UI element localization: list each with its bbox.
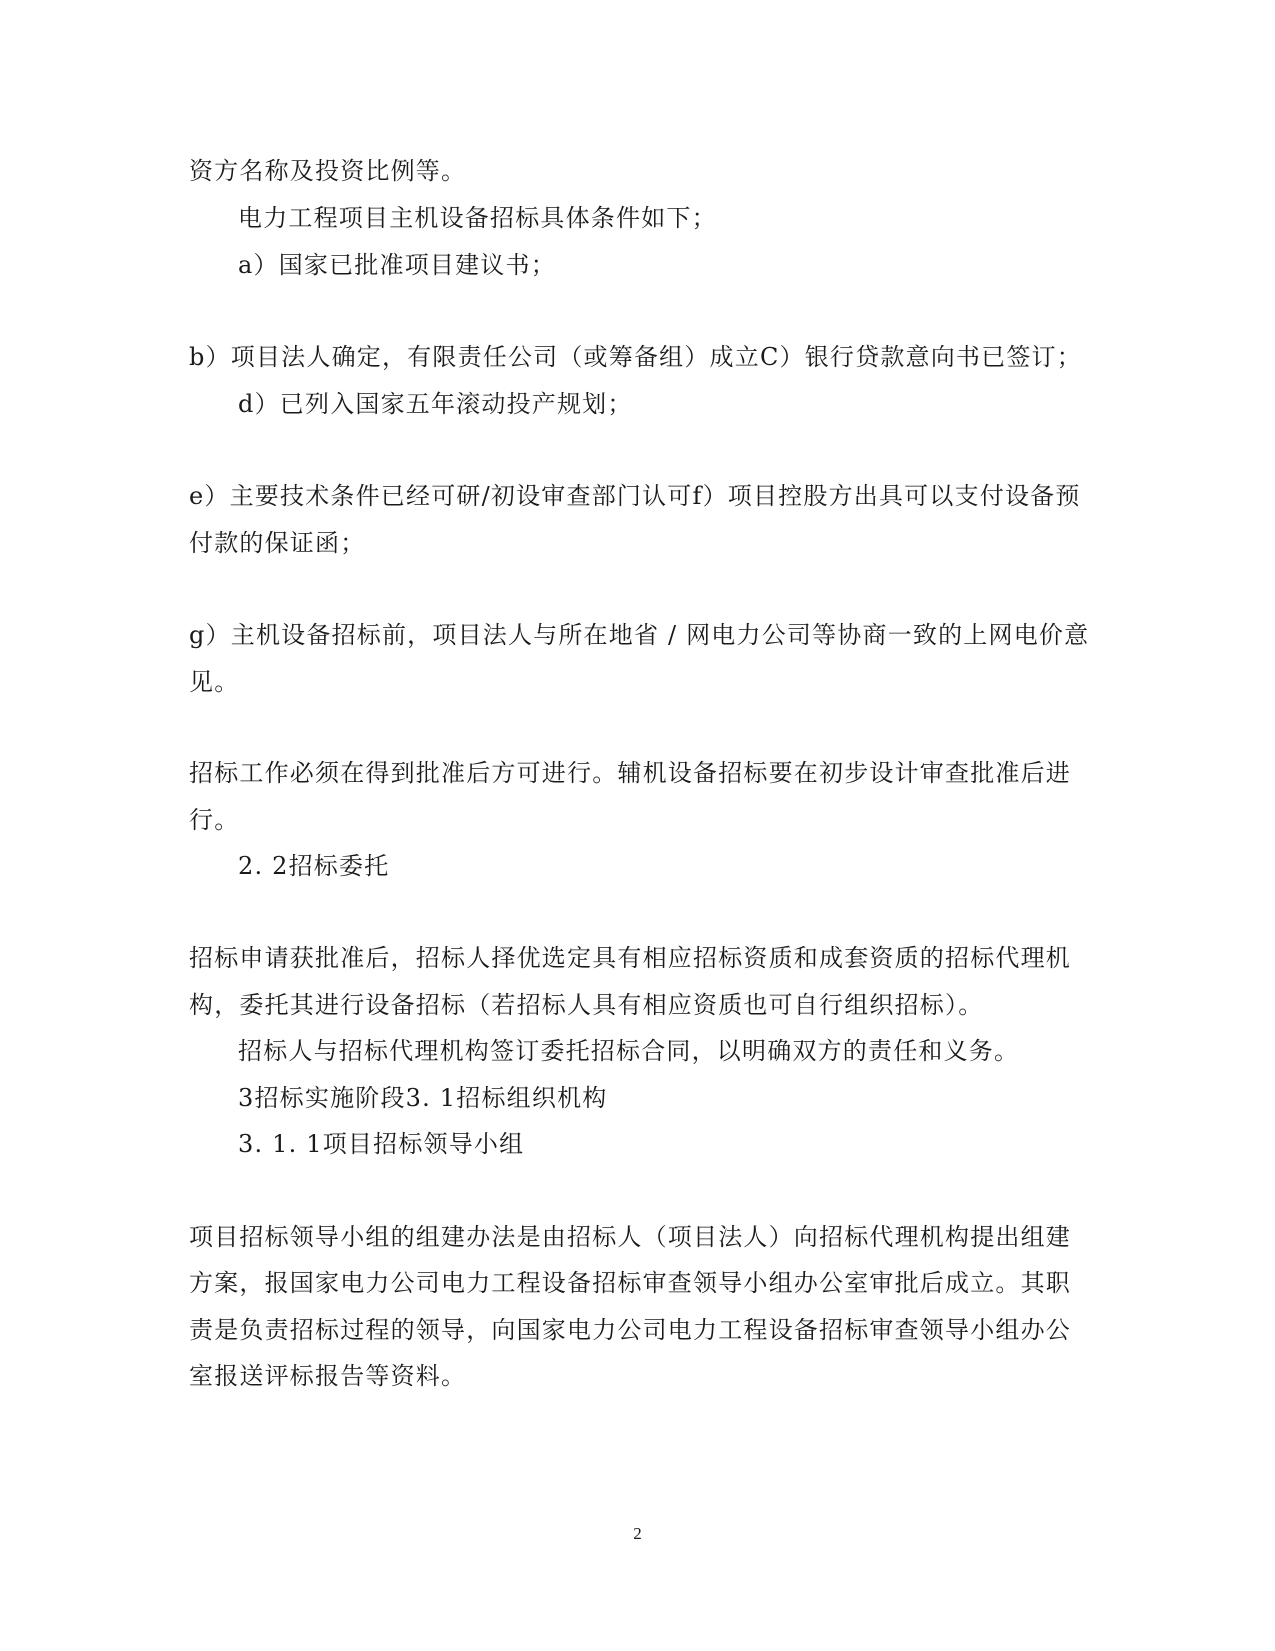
list-item-b-c: b）项目法人确定，有限责任公司（或筹备组）成立C）银行贷款意向书已签订；	[189, 343, 1082, 371]
paragraph-line: 招标申请获批准后，招标人择优选定具有相应招标资质和成套资质的招标代理机	[189, 944, 1071, 972]
list-item-e-f: e）主要技术条件已经可研/初设审查部门认可f）项目控股方出具可以支付设备预	[189, 482, 1081, 510]
paragraph-line: 责是负责招标过程的领导，向国家电力公司电力工程设备招标审查领导小组办公	[189, 1316, 1071, 1344]
text-line: 见。	[189, 668, 240, 696]
section-heading: 3招标实施阶段3. 1招标组织机构	[238, 1084, 608, 1112]
text-line: 电力工程项目主机设备招标具体条件如下；	[238, 204, 717, 232]
list-item-d: d）已列入国家五年滚动投产规划；	[238, 390, 633, 418]
paragraph-line: 行。	[189, 806, 240, 834]
section-heading: 2. 2招标委托	[238, 852, 390, 880]
text-line: 付款的保证函；	[189, 529, 366, 557]
paragraph-line: 室报送评标报告等资料。	[189, 1362, 467, 1390]
paragraph-line: 方案，报国家电力公司电力工程设备招标审查领导小组办公室审批后成立。其职	[189, 1269, 1071, 1297]
page-number: 2	[633, 1524, 642, 1543]
section-heading: 3. 1. 1项目招标领导小组	[238, 1130, 525, 1158]
list-item-a: a）国家已批准项目建议书；	[238, 251, 556, 279]
text-line: 资方名称及投资比例等。	[189, 157, 467, 185]
paragraph-line: 项目招标领导小组的组建办法是由招标人（项目法人）向招标代理机构提出组建	[189, 1223, 1071, 1251]
paragraph-line: 招标人与招标代理机构签订委托招标合同，以明确双方的责任和义务。	[238, 1037, 1020, 1065]
list-item-g: g）主机设备招标前，项目法人与所在地省 / 网电力公司等协商一致的上网电价意	[189, 621, 1090, 649]
paragraph-line: 构，委托其进行设备招标（若招标人具有相应资质也可自行组织招标）。	[189, 991, 984, 1019]
paragraph-line: 招标工作必须在得到批准后方可进行。辅机设备招标要在初步设计审查批准后进	[189, 759, 1071, 787]
